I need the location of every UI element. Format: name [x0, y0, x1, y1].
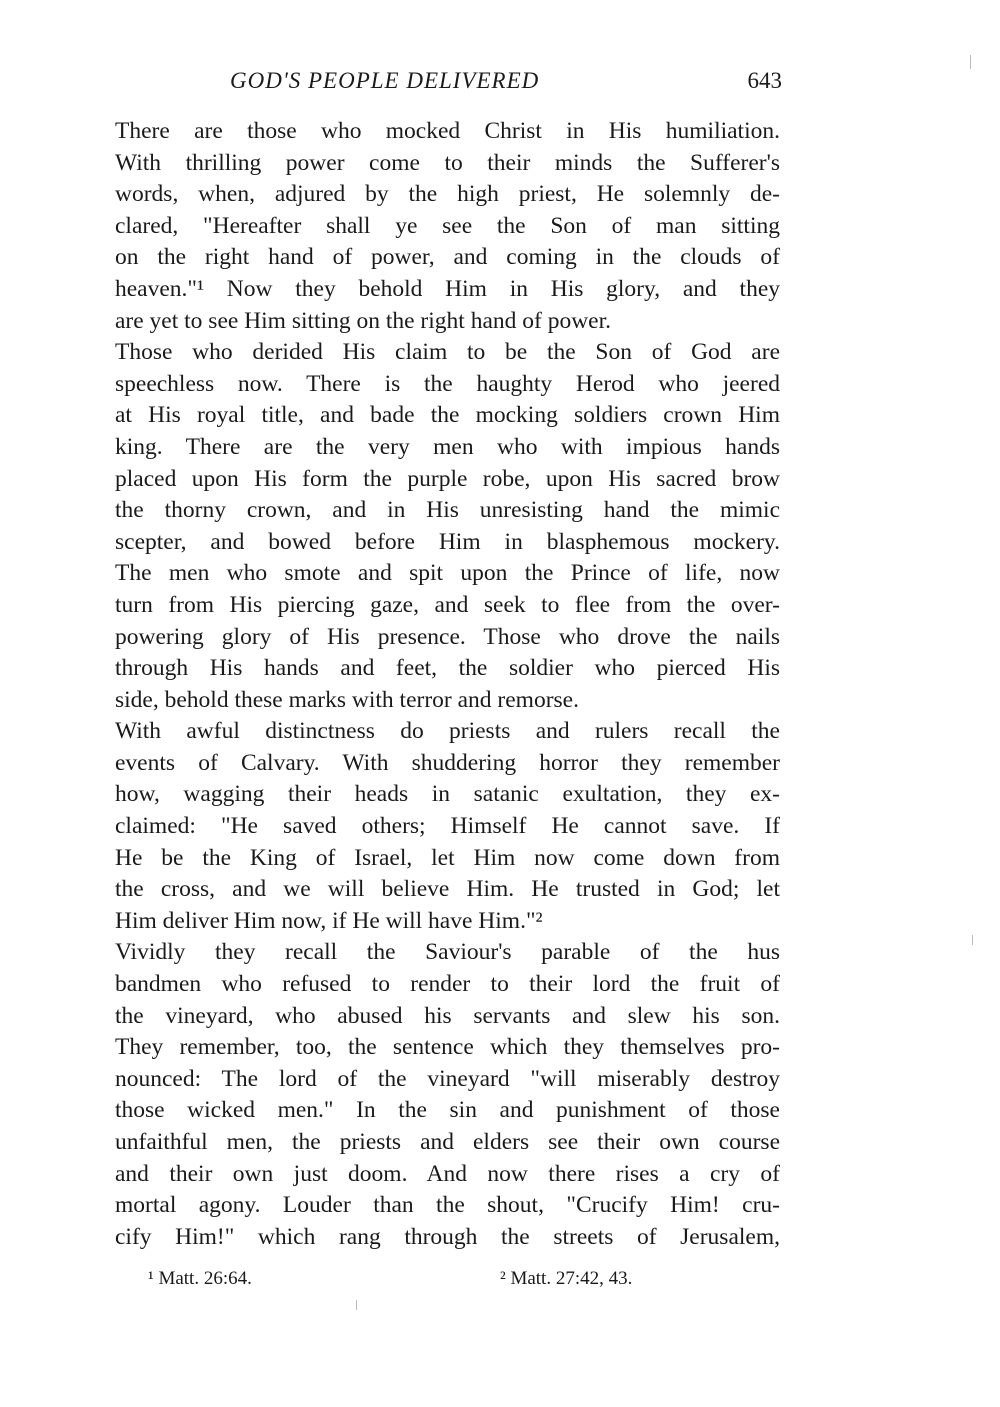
footnote-1: ¹ Matt. 26:64. [148, 1268, 252, 1289]
text-line: claimed: "He saved others; Himself He cannot save. If [115, 813, 780, 840]
paragraph-2 [75, 337, 780, 716]
text-line: speechless now. There is the haughty Herod who jeered [115, 370, 780, 397]
scan-mark [972, 935, 973, 945]
text-line: Vividly they recall the Saviour's parable of the hus [115, 939, 780, 966]
text-line: He be the King of Israel, let Him now come down from [115, 844, 780, 871]
text-line: The men who smote and spit upon the Prince of life, now [115, 560, 780, 587]
text-line: words, when, adjured by the high priest, He solemnly de- [115, 181, 780, 208]
text-line: those wicked men." In the sin and punishment of those [115, 1097, 780, 1124]
text-line: how, wagging their heads in satanic exultation, they ex- [115, 781, 780, 808]
text-line: side, behold these marks with terror and remorse. [115, 686, 579, 713]
text-line: placed upon His form the purple robe, upon His sacred brow [115, 465, 780, 492]
paragraph-3 [75, 716, 780, 937]
text-line: Those who derided His claim to be the Son of God are [115, 339, 780, 366]
text-line: at His royal title, and bade the mocking soldiers crown Him [115, 402, 780, 429]
text-line: heaven."¹ Now they behold Him in His glory, and they [115, 275, 780, 302]
text-line: the vineyard, who abused his servants and slew his son. [115, 1002, 780, 1029]
text-line: scepter, and bowed before Him in blasphemous mockery. [115, 528, 780, 555]
text-line: through His hands and feet, the soldier who pierced His [115, 655, 780, 682]
text-line: the cross, and we will believe Him. He trusted in God; let [115, 876, 780, 903]
text-line: mortal agony. Louder than the shout, "Crucify Him! cru- [115, 1192, 780, 1219]
text-line: There are those who mocked Christ in His humiliation. [115, 118, 780, 144]
text-line: events of Calvary. With shuddering horror they remember [115, 749, 780, 776]
paragraph-1 [75, 116, 780, 337]
text-line: They remember, too, the sentence which they themselves pro- [115, 1034, 780, 1061]
text-line: on the right hand of power, and coming in the clouds of [115, 244, 780, 271]
text-line: are yet to see Him sitting on the right hand of power. [115, 307, 612, 334]
text-line: cify Him!" which rang through the streets of Jerusalem, [115, 1223, 780, 1250]
text-line: With thrilling power come to their minds the Sufferer's [115, 149, 780, 176]
text-line: Him deliver Him now, if He will have Him."² [115, 907, 543, 934]
paragraph-4 [75, 937, 780, 1253]
page-number: 643 [747, 68, 782, 93]
scan-mark [356, 1300, 357, 1310]
text-line: nounced: The lord of the vineyard "will miserably destroy [115, 1065, 780, 1092]
text-line: and their own just doom. And now there rises a cry of [115, 1160, 780, 1187]
text-line: With awful distinctness do priests and rulers recall the [115, 718, 780, 745]
text-line: king. There are the very men who with impious hands [115, 433, 780, 460]
footnotes [148, 1268, 748, 1298]
scan-mark [970, 55, 971, 69]
text-line: clared, "Hereafter shall ye see the Son of man sitting [115, 212, 780, 239]
running-title: GOD'S PEOPLE DELIVERED [230, 68, 540, 93]
body-text [75, 116, 780, 1253]
text-line: powering glory of His presence. Those who drove the nails [115, 623, 780, 650]
page-header [75, 68, 782, 102]
text-line: turn from His piercing gaze, and seek to flee from the over- [115, 591, 780, 618]
text-line: the thorny crown, and in His unresisting hand the mimic [115, 497, 780, 524]
text-line: bandmen who refused to render to their lord the fruit of [115, 971, 780, 998]
text-line: unfaithful men, the priests and elders see their own course [115, 1129, 780, 1155]
footnote-2: ² Matt. 27:42, 43. [500, 1268, 633, 1289]
